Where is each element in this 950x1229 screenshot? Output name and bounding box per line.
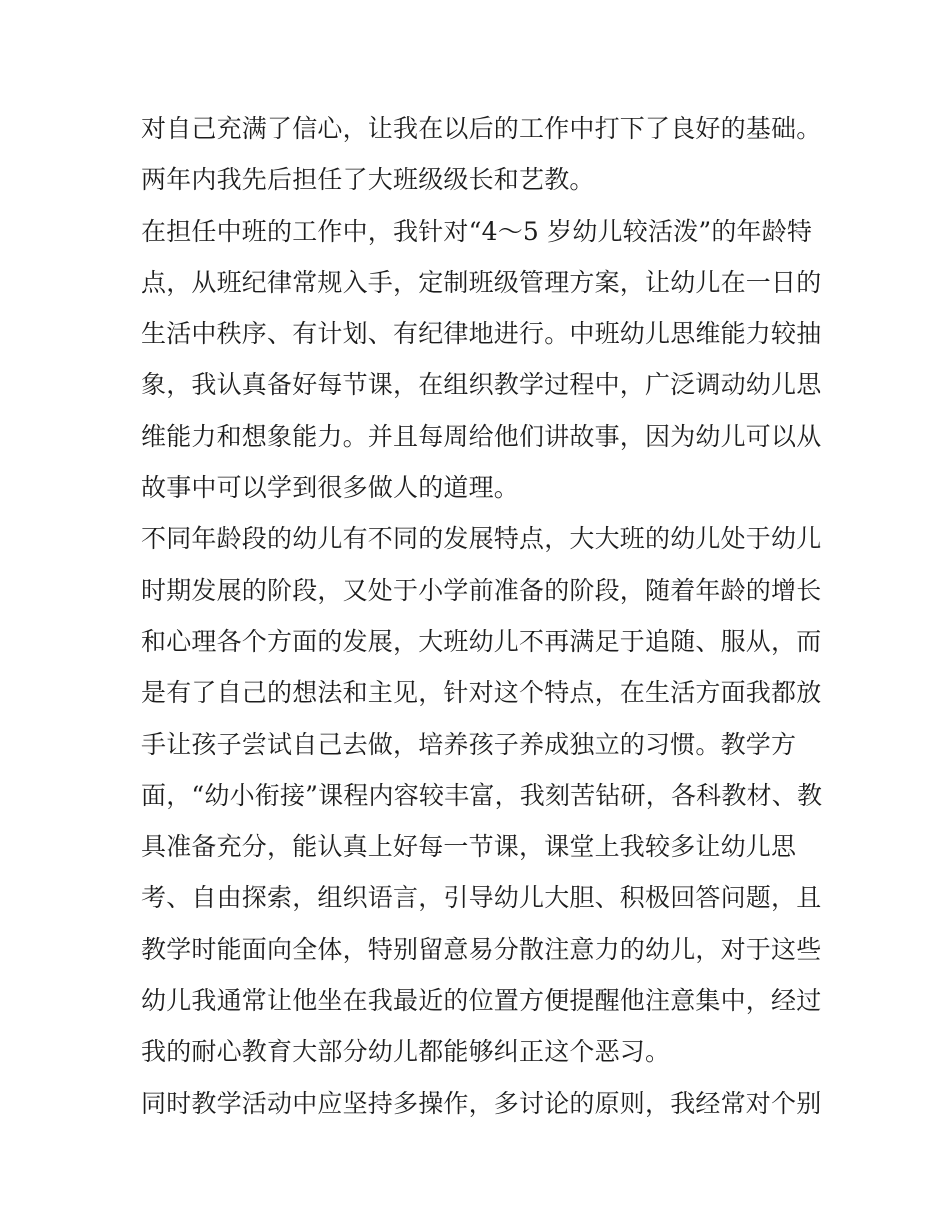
text-line: 是有了自己的想法和主见，针对这个特点，在生活方面我都放 [141,678,822,708]
text-line: 考、自由探索，组织语言，引导幼儿大胆、积极回答问题，且 [141,883,822,913]
text-line: 和心理各个方面的发展，大班幼儿不再满足于追随、服从，而 [141,626,822,656]
text-line: 生活中秩序、有计划、有纪律地进行。中班幼儿思维能力较抽 [141,319,822,349]
text-line: 在担任中班的工作中，我针对“4～5 岁幼儿较活泼”的年龄特 [141,216,813,246]
text-line: 点，从班纪律常规入手，定制班级管理方案，让幼儿在一日的 [141,267,822,297]
text-line: 故事中可以学到很多做人的道理。 [141,473,520,503]
text-line: 具准备充分，能认真上好每一节课，课堂上我较多让幼儿思 [141,832,797,862]
text-line: 面，“幼小衔接”课程内容较丰富，我刻苦钻研，各科教材、教 [141,780,823,810]
text-line: 教学时能面向全体，特别留意易分散注意力的幼儿，对于这些 [141,934,822,964]
body-text [141,103,823,1129]
text-line: 手让孩子尝试自己去做，培养孩子养成独立的习惯。教学方 [141,729,797,759]
text-line: 不同年龄段的幼儿有不同的发展特点，大大班的幼儿处于幼儿 [141,524,822,554]
text-line: 维能力和想象能力。并且每周给他们讲故事，因为幼儿可以从 [141,421,822,451]
text-line: 时期发展的阶段，又处于小学前准备的阶段，随着年龄的增长 [141,575,822,605]
text-line: 两年内我先后担任了大班级级长和艺教。 [141,165,595,195]
text-line: 同时教学活动中应坚持多操作，多讨论的原则，我经常对个别 [141,1088,822,1118]
text-line: 我的耐心教育大部分幼儿都能够纠正这个恶习。 [141,1037,671,1067]
text-line: 象，我认真备好每节课，在组织教学过程中，广泛调动幼儿思 [141,370,822,400]
text-line: 幼儿我通常让他坐在我最近的位置方便提醒他注意集中，经过 [141,986,822,1016]
text-line: 对自己充满了信心，让我在以后的工作中打下了良好的基础。 [141,114,822,143]
